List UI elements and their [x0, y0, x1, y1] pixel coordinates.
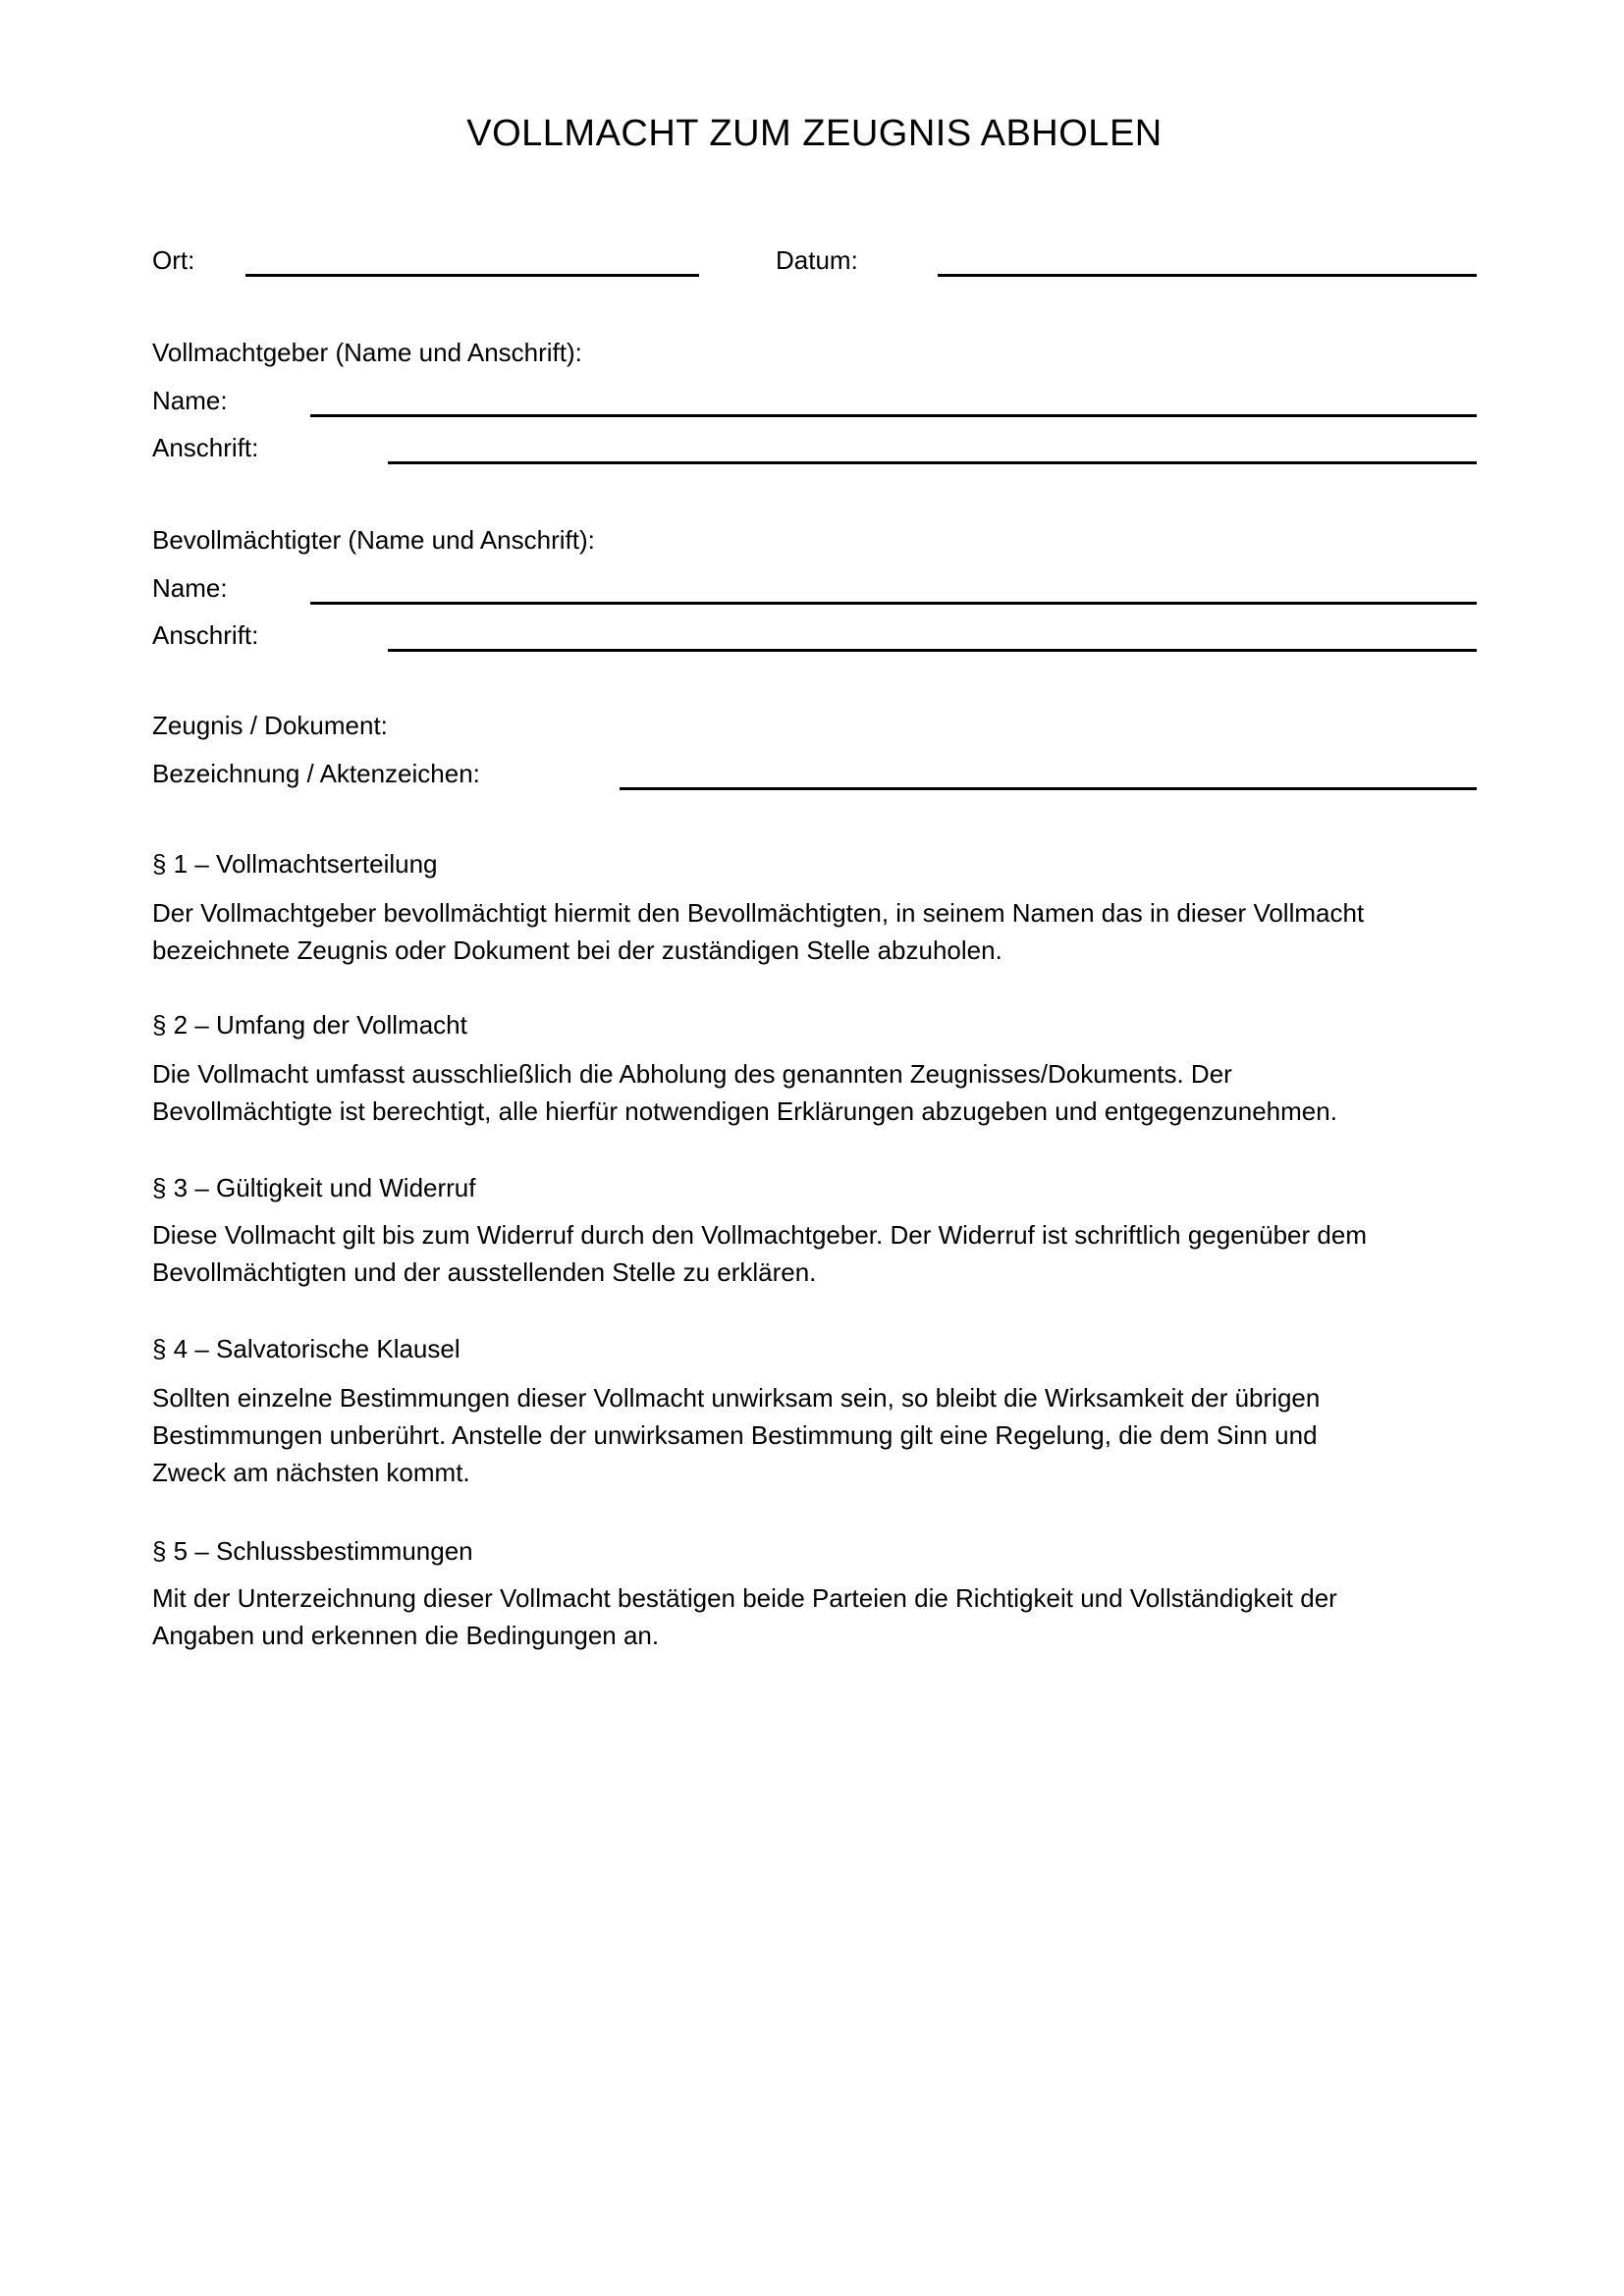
section-4-body — [152, 1379, 1477, 1491]
agent-name-label: Name: — [152, 573, 228, 603]
principal-name-label: Name: — [152, 386, 228, 415]
paragraph-line: Bevollmächtigte ist berechtigt, alle hierfür notwendigen Erklärungen abzugeben und entgegenzunehmen. — [152, 1096, 1337, 1126]
paragraph-line: bezeichnete Zeugnis oder Dokument bei der zuständigen Stelle abzuholen. — [152, 935, 1002, 965]
ort-datum-row — [152, 243, 1477, 277]
principal-heading: Vollmachtgeber (Name und Anschrift): — [152, 338, 582, 367]
paragraph-line: Diese Vollmacht gilt bis zum Widerruf durch den Vollmachtgeber. Der Widerruf ist schriftlich gegenüber dem — [152, 1220, 1367, 1250]
section-5-body — [152, 1579, 1477, 1654]
section-3-heading: § 3 – Gültigkeit und Widerruf — [152, 1173, 476, 1202]
paragraph-line: Die Vollmacht umfasst ausschließlich die Abholung des genannten Zeugnisses/Dokuments. Der — [152, 1059, 1232, 1089]
agent-name-row — [152, 571, 1477, 605]
ort-fill-line — [245, 274, 699, 277]
principal-address-label: Anschrift: — [152, 433, 259, 462]
agent-name-fill-line — [310, 602, 1477, 605]
principal-name-row — [152, 384, 1477, 417]
principal-address-row — [152, 431, 1477, 464]
agent-address-fill-line — [388, 649, 1477, 652]
section-3-body — [152, 1216, 1477, 1291]
principal-name-fill-line — [310, 414, 1477, 417]
certificate-reference-row — [152, 757, 1477, 790]
datum-fill-line — [938, 274, 1477, 277]
principal-address-fill-line — [388, 461, 1477, 464]
paragraph-line: Angaben und erkennen die Bedingungen an. — [152, 1621, 660, 1650]
paragraph-line: Bevollmächtigten und der ausstellenden Stelle zu erklären. — [152, 1257, 817, 1287]
agent-address-label: Anschrift: — [152, 620, 259, 650]
section-2-heading: § 2 – Umfang der Vollmacht — [152, 1010, 467, 1040]
paragraph-line: Der Vollmachtgeber bevollmächtigt hiermit den Bevollmächtigten, in seinem Namen das in dieser Vollmacht — [152, 898, 1365, 928]
agent-heading: Bevollmächtigter (Name und Anschrift): — [152, 525, 595, 555]
certificate-reference-label: Bezeichnung / Aktenzeichen: — [152, 759, 480, 788]
section-5-heading: § 5 – Schlussbestimmungen — [152, 1536, 473, 1566]
section-1-heading: § 1 – Vollmachtserteilung — [152, 849, 438, 879]
agent-address-row — [152, 618, 1477, 652]
section-4-heading: § 4 – Salvatorische Klausel — [152, 1334, 460, 1363]
paragraph-line: Sollten einzelne Bestimmungen dieser Vollmacht unwirksam sein, so bleibt die Wirksamkeit der übrigen — [152, 1383, 1321, 1413]
datum-label: Datum: — [776, 245, 858, 275]
paragraph-line: Zweck am nächsten kommt. — [152, 1458, 470, 1487]
certificate-heading: Zeugnis / Dokument: — [152, 711, 388, 740]
paragraph-line: Bestimmungen unberührt. Anstelle der unwirksamen Bestimmung gilt eine Regelung, die dem Sinn und — [152, 1420, 1318, 1450]
document-title: VOLLMACHT ZUM ZEUGNIS ABHOLEN — [466, 113, 1163, 154]
certificate-reference-fill-line — [620, 787, 1477, 790]
section-1-body — [152, 894, 1477, 969]
section-2-body — [152, 1055, 1477, 1130]
paragraph-line: Mit der Unterzeichnung dieser Vollmacht bestätigen beide Parteien die Richtigkeit und Vollständigkeit der — [152, 1583, 1337, 1613]
ort-label: Ort: — [152, 245, 195, 275]
